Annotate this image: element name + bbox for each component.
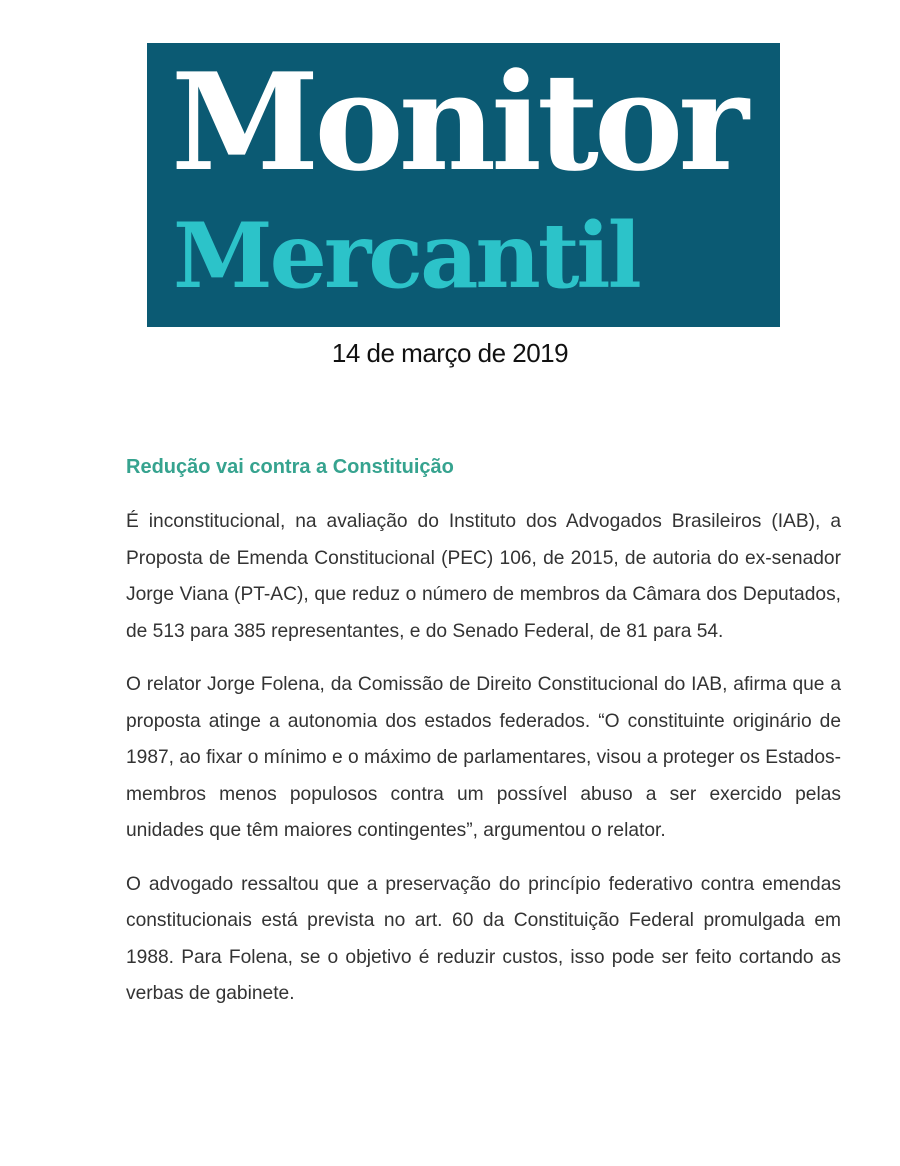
article bbox=[126, 452, 841, 1030]
article-paragraph: É inconstitucional, na avaliação do Instituto dos Advogados Brasileiros (IAB), a Proposta de Emenda Constitucional (PEC) 106, de 2015, de autoria do ex-senador Jorge Viana (PT-AC), que reduz o número de membros da Câmara dos Deputados, de 513 para 385 representantes, e do Senado Federal, de 81 para 54. bbox=[126, 511, 841, 642]
logo-word-mercantil: Mercantil bbox=[173, 203, 639, 309]
article-title: Redução vai contra a Constituição bbox=[126, 456, 454, 478]
issue-date: 14 de março de 2019 bbox=[331, 338, 569, 368]
newspaper-logo bbox=[147, 43, 780, 327]
logo-word-monitor: Monitor bbox=[171, 43, 744, 201]
article-paragraph: O advogado ressaltou que a preservação do princípio federativo contra emendas constitucionais está prevista no art. 60 da Constituição Federal promulgada em 1988. Para Folena, se o objetivo é reduzir custos, isso pode ser feito cortando as verbas de gabinete. bbox=[126, 873, 841, 1004]
article-paragraph: O relator Jorge Folena, da Comissão de Direito Constitucional do IAB, afirma que a proposta atinge a autonomia dos estados federados. “O constituinte originário de 1987, ao fixar o mínimo e o máximo de parlamentares, visou a proteger os Estados-membros menos populosos contra um possível abuso a ser exercido pelas unidades que têm maiores contingentes”, argumentou o relator. bbox=[126, 674, 841, 841]
